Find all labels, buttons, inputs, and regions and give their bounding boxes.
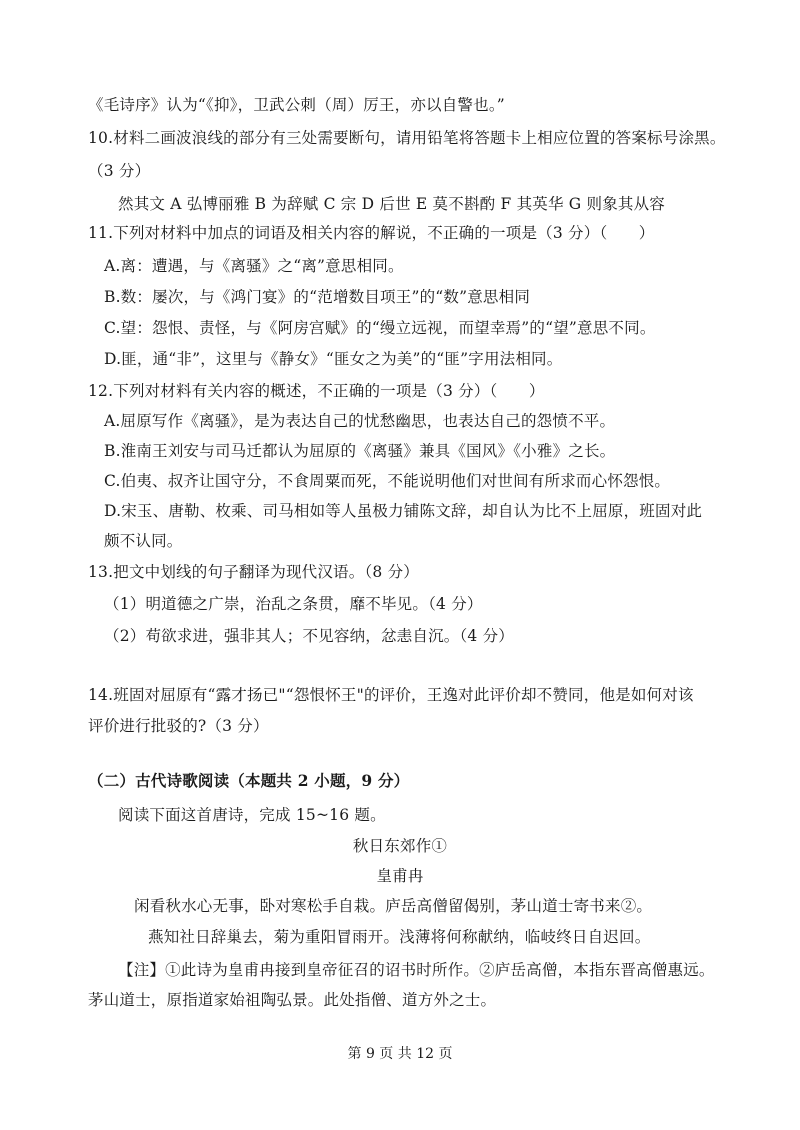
q12-option-d-cont: 颇不认同。 [104,532,183,550]
q13-item-1: （1）明道德之广崇，治乱之条贯，靡不毕见。（4 分） [104,595,483,613]
question-10: 10.材料二画波浪线的部分有三处需要断句，请用铅笔将答题卡上相应位置的答案标号涂黑。 [88,129,726,147]
poem-title: 秋日东郊作① [352,837,448,855]
q12-option-a: A.屈原写作《离骚》，是为表达自己的忧愁幽思，也表达自己的怨愤不平。 [104,412,616,430]
q13-item-2: （2）苟欲求进，强非其人；不见容纳，忿恚自沉。（4 分） [104,627,515,645]
poem-line-2: 燕知社日辞巢去，菊为重阳冒雨开。浅薄将何称献纳，临岐终日自迟回。 [148,928,651,946]
question-12: 12.下列对材料有关内容的概述，不正确的一项是（3 分）（ ） [88,382,545,400]
question-10-score: （3 分） [88,162,151,180]
poem-line-1: 闲看秋水心无事，卧对寒松手自栽。庐岳高僧留偈别，茅山道士寄书来②。 [134,897,653,915]
page-footer: 第 9 页 共 12 页 [347,1046,453,1062]
question-14: 14.班固对屈原有“露才扬已"“怨恨怀王"的评价，王逸对此评价却不赞同，他是如何对该 [88,686,694,704]
question-11: 11.下列对材料中加点的词语及相关内容的解说，不正确的一项是（3 分）（ ） [88,224,655,242]
q11-option-c: C.望：怨恨、责怪，与《阿房宫赋》的“缦立远视，而望幸焉”的“望”意思不同。 [104,319,656,337]
question-13: 13.把文中划线的句子翻译为现代汉语。（8 分） [88,563,419,581]
instruction: 阅读下面这首唐诗，完成 15~16 题。 [118,806,386,824]
poem-note-2: 茅山道士，原指道家始祖陶弘景。此处指僧、道方外之士。 [88,991,497,1009]
q12-option-c: C.伯夷、叔齐让国守分，不食周粟而死，不能说明他们对世间有所求而心怀怨恨。 [104,472,671,490]
q11-option-a: A.离：遭遇，与《离骚》之“离”意思相同。 [104,257,404,275]
q12-option-d: D.宋玉、唐勒、枚乘、司马相如等人虽极力铺陈文辞，却自认为比不上屈原，班固对此 [104,502,703,520]
question-14-cont: 评价进行批驳的?（3 分） [88,717,269,735]
question-10-passage: 然其文 A 弘博丽雅 B 为辞赋 C 宗 D 后世 E 莫不斟酌 F 其英华 G 则象其从容 [118,195,666,213]
text-line-1: 《毛诗序》认为“《抑》，卫武公刺（周）厉王，亦以自警也。” [88,96,505,114]
section-heading: （二）古代诗歌阅读（本题共 2 小题，9 分） [88,771,410,790]
q11-option-d: D.匪，通“非”，这里与《静女》“匪女之为美”的“匪”字用法相同。 [104,350,563,368]
q12-option-b: B.淮南王刘安与司马迁都认为屈原的《离骚》兼具《国风》《小雅》之长。 [104,442,616,460]
q11-option-b: B.数：屡次，与《鸿门宴》的“范增数目项王”的“数”意思相同 [104,288,531,306]
poem-note-1: 【注】①此诗为皇甫冉接到皇帝征召的诏书时所作。②庐岳高僧，本指东晋高僧惠远。 [118,961,715,979]
poem-author: 皇甫冉 [376,867,424,885]
